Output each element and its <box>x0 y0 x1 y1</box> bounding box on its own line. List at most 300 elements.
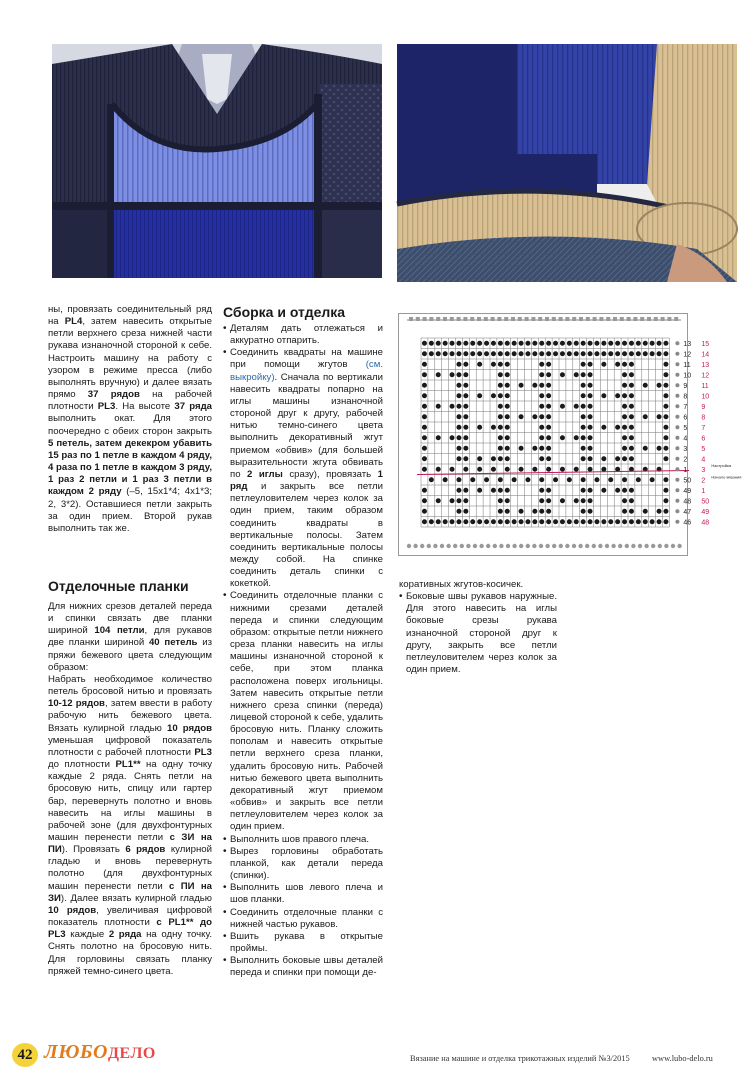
logo-part-2: ДЕЛО <box>108 1045 156 1062</box>
chart-stitch-dot <box>505 509 510 514</box>
chart-stitch-dot <box>581 425 586 430</box>
text-span: уменьшая цифровой показатель плотности с рабочей плотности <box>48 734 212 758</box>
chart-bottom-rail-dot <box>473 544 477 548</box>
chart-stitch-dot <box>436 519 441 524</box>
chart-stitch-dot <box>622 456 627 461</box>
chart-stitch-dot <box>456 383 461 388</box>
chart-stitch-dot <box>546 425 551 430</box>
chart-stitch-dot <box>505 341 510 346</box>
chart-row-number-right: 6 <box>701 435 706 443</box>
chart-stitch-dot <box>622 509 627 514</box>
chart-side-marker <box>675 478 679 482</box>
chart-stitch-dot <box>456 519 461 524</box>
chart-stitch-dot <box>581 372 586 377</box>
chart-stitch-dot <box>588 414 593 419</box>
chart-stitch-dot <box>436 404 441 409</box>
chart-bottom-rail-dot <box>512 544 516 548</box>
chart-row-number-left: 5 <box>683 425 688 432</box>
chart-stitch-dot <box>636 341 641 346</box>
bold-span: PL4 <box>64 316 83 328</box>
chart-row-number-left: 50 <box>683 477 692 485</box>
chart-stitch-dot <box>463 498 468 503</box>
chart-stitch-dot <box>498 435 503 440</box>
chart-stitch-dot <box>463 372 468 377</box>
chart-bottom-rail-dot <box>446 544 450 548</box>
chart-stitch-dot <box>477 351 482 356</box>
chart-stitch-dot <box>546 351 551 356</box>
chart-side-marker <box>675 436 679 440</box>
chart-row-number-right: 49 <box>701 509 710 516</box>
chart-stitch-dot <box>463 435 468 440</box>
chart-stitch-dot <box>601 351 606 356</box>
chart-stitch-dot <box>601 467 606 472</box>
chart-rail-tick <box>511 317 515 321</box>
chart-side-marker <box>675 457 679 461</box>
bold-span: 2 ряда <box>108 929 142 941</box>
chart-row-number-right: 1 <box>701 488 706 495</box>
chart-stitch-dot <box>512 477 517 482</box>
chart-row-number-right: 5 <box>701 446 706 453</box>
chart-stitch-dot <box>539 498 544 503</box>
chart-stitch-dot <box>512 519 517 524</box>
chart-stitch-dot <box>450 372 455 377</box>
chart-rail-tick <box>491 317 495 321</box>
chart-stitch-dot <box>601 362 606 367</box>
chart-stitch-dot <box>622 477 627 482</box>
text-span: . Сначала по вертикали навесить квадраты попарно на иглы машины изнаночной стороной друг к другу, рабочей нитью темно-синего цвета выполнить декоративный жгут приемом «обвив» (для большей выразительности жгута обвивать по <box>230 371 383 480</box>
chart-stitch-dot <box>622 488 627 493</box>
chart-stitch-dot <box>588 488 593 493</box>
chart-stitch-dot <box>498 509 503 514</box>
text-span: до плотности <box>48 759 116 771</box>
text-span: кулирной гладью и вновь перевернуть полотно (для двухфонтурных машин перенести петли <box>48 844 212 892</box>
chart-stitch-dot <box>477 488 482 493</box>
chart-stitch-dot <box>436 498 441 503</box>
chart-stitch-dot <box>546 509 551 514</box>
chart-stitch-dot <box>505 488 510 493</box>
chart-stitch-dot <box>629 488 634 493</box>
chart-stitch-dot <box>636 519 641 524</box>
chart-stitch-dot <box>477 425 482 430</box>
chart-side-marker <box>675 425 679 429</box>
bold-span: 37 рядов <box>87 389 140 401</box>
bands-intro-paragraph <box>48 601 212 674</box>
chart-stitch-dot <box>629 393 634 398</box>
sweater-yoke-illustration <box>52 44 382 278</box>
chart-row-number-right: 15 <box>701 341 710 348</box>
chart-stitch-dot <box>594 519 599 524</box>
assembly-heading: Сборка и отделка <box>223 304 346 320</box>
chart-stitch-dot <box>581 362 586 367</box>
chart-stitch-dot <box>532 414 537 419</box>
chart-rail-tick <box>436 317 440 321</box>
chart-stitch-dot <box>663 446 668 451</box>
text-span: Для нижних срезов деталей переда и спинки связать две планки шириной <box>48 601 212 637</box>
text-span: на рабочей плотности <box>48 389 212 413</box>
chart-stitch-dot <box>456 362 461 367</box>
chart-stitch-dot <box>622 425 627 430</box>
chart-stitch-dot <box>519 414 524 419</box>
chart-stitch-dot <box>463 393 468 398</box>
chart-stitch-dot <box>615 425 620 430</box>
chart-bottom-rail-dot <box>559 544 563 548</box>
chart-rail-tick <box>531 317 535 321</box>
chart-row-number-left: 2 <box>683 456 688 464</box>
text-span: из пряжи бежевого цвета следующим образом: <box>48 637 212 673</box>
chart-stitch-dot <box>574 498 579 503</box>
chart-rail-tick <box>450 317 454 321</box>
chart-bottom-rail-dot <box>611 544 615 548</box>
chart-row-number-right: 12 <box>701 372 710 380</box>
bold-span: 40 петель <box>148 637 198 649</box>
chart-stitch-dot <box>643 414 648 419</box>
chart-stitch-dot <box>477 519 482 524</box>
chart-stitch-dot <box>429 341 434 346</box>
chart-stitch-dot <box>594 341 599 346</box>
chart-bottom-rail-dot <box>479 544 483 548</box>
column-1-bands <box>48 601 212 978</box>
chart-stitch-dot <box>588 509 593 514</box>
chart-stitch-dot <box>505 425 510 430</box>
chart-stitch-dot <box>615 467 620 472</box>
chart-stitch-dot <box>581 383 586 388</box>
chart-rail-tick <box>606 317 610 321</box>
chart-rail-tick <box>504 317 508 321</box>
magazine-logo <box>44 1041 156 1064</box>
chart-stitch-dot <box>532 509 537 514</box>
assembly-step-5: • Вырез горловины обработать планкой, как детали переда (спинки). <box>223 846 383 882</box>
chart-rail-tick <box>429 317 433 321</box>
chart-side-marker <box>675 373 679 377</box>
chart-stitch-dot <box>581 404 586 409</box>
chart-stitch-dot <box>574 435 579 440</box>
chart-stitch-dot <box>463 404 468 409</box>
chart-stitch-dot <box>574 404 579 409</box>
chart-stitch-dot <box>581 519 586 524</box>
text-span: , увеличивая цифровой показатель плотности <box>48 904 212 929</box>
chart-stitch-dot <box>629 425 634 430</box>
text-span: выполнить окат. Для этого поочередно с обеих сторон закрыть <box>48 413 212 437</box>
chart-stitch-dot <box>567 341 572 346</box>
chart-stitch-dot <box>567 519 572 524</box>
chart-stitch-dot <box>622 393 627 398</box>
chart-stitch-dot <box>588 456 593 461</box>
chart-stitch-dot <box>498 404 503 409</box>
chart-rail-tick <box>443 317 447 321</box>
chart-row-number-right: 11 <box>701 383 709 390</box>
chart-rail-tick <box>559 317 563 321</box>
chart-stitch-dot <box>588 404 593 409</box>
chart-stitch-dot <box>450 519 455 524</box>
chart-stitch-dot <box>505 383 510 388</box>
chart-stitch-dot <box>505 414 510 419</box>
chart-side-marker <box>675 404 679 408</box>
chart-stitch-dot <box>429 477 434 482</box>
chart-stitch-dot <box>608 341 613 346</box>
chart-stitch-dot <box>477 393 482 398</box>
chart-stitch-dot <box>484 477 489 482</box>
chart-stitch-dot <box>505 456 510 461</box>
chart-stitch-dot <box>463 509 468 514</box>
chart-stitch-dot <box>519 467 524 472</box>
chart-bottom-rail-dot <box>466 544 470 548</box>
chart-stitch-dot <box>422 519 427 524</box>
chart-stitch-dot <box>491 456 496 461</box>
chart-stitch-dot <box>422 435 427 440</box>
chart-stitch-dot <box>539 488 544 493</box>
chart-bottom-rail-dot <box>407 544 411 548</box>
chart-stitch-dot <box>519 519 524 524</box>
assembly-step-10: • Боковые швы рукавов наружные. Для этого навесить на иглы боковые срезы рукава изнаночной стороной друг к другу, закрыть все петли петлеуловителем через колок за один прием. <box>399 591 557 676</box>
stitch-pattern-chart <box>398 313 742 556</box>
chart-rail-tick <box>470 317 474 321</box>
chart-stitch-dot <box>498 372 503 377</box>
chart-row-number-right: 10 <box>701 393 710 401</box>
chart-stitch-dot <box>663 509 668 514</box>
chart-rail-tick <box>497 317 501 321</box>
chart-stitch-dot <box>546 393 551 398</box>
chart-stitch-dot <box>498 456 503 461</box>
chart-bottom-rail-dot <box>552 544 556 548</box>
chart-stitch-dot <box>643 519 648 524</box>
chart-stitch-dot <box>470 519 475 524</box>
chart-stitch-dot <box>539 362 544 367</box>
chart-stitch-dot <box>663 456 668 461</box>
chart-stitch-dot <box>608 477 613 482</box>
text-span: ). Далее вязать кулирной гладью <box>60 892 212 904</box>
chart-stitch-dot <box>532 467 537 472</box>
chart-stitch-dot <box>456 393 461 398</box>
chart-stitch-dot <box>663 435 668 440</box>
chart-stitch-dot <box>657 341 662 346</box>
chart-stitch-dot <box>657 414 662 419</box>
chart-stitch-dot <box>505 372 510 377</box>
chart-stitch-dot <box>546 446 551 451</box>
chart-side-marker <box>675 467 679 471</box>
chart-rail-tick <box>674 317 678 321</box>
chart-stitch-dot <box>456 351 461 356</box>
chart-stitch-dot <box>663 519 668 524</box>
chart-stitch-dot <box>629 362 634 367</box>
chart-side-marker <box>675 488 679 492</box>
text-span: сразу), провязать <box>282 468 378 480</box>
chart-bottom-rail-dot <box>427 544 431 548</box>
chart-stitch-dot <box>532 351 537 356</box>
chart-stitch-dot <box>443 519 448 524</box>
chart-stitch-dot <box>498 341 503 346</box>
chart-bottom-rail-dot <box>539 544 543 548</box>
chart-row-number-left: 48 <box>683 498 692 506</box>
chart-stitch-dot <box>463 414 468 419</box>
chart-bottom-rail-dot <box>565 544 569 548</box>
text-span: , затем ввести в работу рабочую нить бежевого цвета. Вязать кулирной гладью <box>48 698 212 734</box>
chart-stitch-dot <box>519 509 524 514</box>
chart-stitch-dot <box>422 404 427 409</box>
chart-stitch-dot <box>546 498 551 503</box>
chart-stitch-dot <box>560 372 565 377</box>
chart-stitch-dot <box>505 519 510 524</box>
chart-stitch-dot <box>422 372 427 377</box>
chart-bottom-rail-dot <box>664 544 668 548</box>
chart-stitch-dot <box>422 362 427 367</box>
chart-stitch-dot <box>539 456 544 461</box>
chart-stitch-dot <box>498 446 503 451</box>
chart-annotation-setup: Настройка <box>711 463 732 468</box>
chart-row-number-left: 9 <box>683 383 688 390</box>
chart-stitch-dot <box>567 477 572 482</box>
chart-rail-tick <box>599 317 603 321</box>
chart-stitch-dot <box>546 372 551 377</box>
chart-side-marker <box>675 352 679 356</box>
chart-stitch-dot <box>450 351 455 356</box>
chart-stitch-dot <box>505 435 510 440</box>
logo-part-1: ЛЮБО <box>44 1041 108 1063</box>
chart-stitch-dot <box>657 509 662 514</box>
bold-span: 104 петли <box>94 625 145 637</box>
chart-stitch-dot <box>608 519 613 524</box>
chart-stitch-dot <box>450 404 455 409</box>
chart-rail-tick <box>647 317 651 321</box>
chart-stitch-dot <box>484 519 489 524</box>
chart-stitch-dot <box>601 456 606 461</box>
chart-stitch-dot <box>422 498 427 503</box>
chart-stitch-dot <box>539 372 544 377</box>
sweater-yoke-photo <box>52 44 382 278</box>
chart-rail-tick <box>477 317 481 321</box>
chart-stitch-dot <box>643 383 648 388</box>
chart-stitch-dot <box>539 414 544 419</box>
chart-stitch-dot <box>519 446 524 451</box>
chart-side-marker <box>675 446 679 450</box>
chart-stitch-dot <box>581 446 586 451</box>
chart-stitch-dot <box>657 351 662 356</box>
chart-stitch-dot <box>470 477 475 482</box>
chart-rail-tick <box>423 317 427 321</box>
assembly-step-8: • Вшить рукава в открытые проймы. <box>223 931 383 955</box>
chart-stitch-dot <box>574 467 579 472</box>
chart-stitch-dot <box>588 393 593 398</box>
chart-stitch-dot <box>643 509 648 514</box>
chart-stitch-dot <box>519 341 524 346</box>
chart-stitch-dot <box>546 414 551 419</box>
chart-stitch-dot <box>560 498 565 503</box>
chart-stitch-dot <box>450 498 455 503</box>
chart-stitch-dot <box>505 446 510 451</box>
column-1 <box>48 304 212 535</box>
chart-side-marker <box>675 383 679 387</box>
chart-stitch-dot <box>663 393 668 398</box>
chart-stitch-dot <box>498 414 503 419</box>
chart-side-marker <box>675 394 679 398</box>
chart-bottom-rail-dot <box>532 544 536 548</box>
chart-row-number-right: 7 <box>701 425 706 432</box>
text-span: и закрыть все петли петлеуловителем через колок за один прием, таким образом соединить квадраты в вертикальные полосы. Затем соединить вертикальные полосы между собой. На спинке соединить деталь спинки с кокеткой. <box>230 481 383 590</box>
chart-stitch-dot <box>539 477 544 482</box>
chart-stitch-dot <box>491 425 496 430</box>
chart-stitch-dot <box>477 456 482 461</box>
chart-stitch-dot <box>443 341 448 346</box>
chart-stitch-dot <box>436 351 441 356</box>
chart-stitch-dot <box>463 351 468 356</box>
chart-stitch-dot <box>505 404 510 409</box>
chart-stitch-dot <box>422 488 427 493</box>
chart-stitch-dot <box>588 341 593 346</box>
chart-stitch-dot <box>456 498 461 503</box>
bold-span: PL1** <box>115 759 141 771</box>
chart-stitch-dot <box>663 498 668 503</box>
chart-stitch-dot <box>629 383 634 388</box>
chart-stitch-dot <box>588 435 593 440</box>
chart-row-number-left: 3 <box>683 446 688 453</box>
chart-rail-tick <box>457 317 461 321</box>
chart-stitch-dot <box>456 456 461 461</box>
chart-stitch-dot <box>663 383 668 388</box>
chart-rail-tick <box>633 317 637 321</box>
chart-side-marker <box>675 362 679 366</box>
chart-stitch-dot <box>650 519 655 524</box>
chart-stitch-dot <box>463 383 468 388</box>
chart-stitch-dot <box>657 383 662 388</box>
chart-stitch-dot <box>553 519 558 524</box>
chart-stitch-dot <box>436 372 441 377</box>
chart-stitch-dot <box>450 341 455 346</box>
chart-stitch-dot <box>498 477 503 482</box>
chart-stitch-dot <box>594 351 599 356</box>
chart-stitch-dot <box>546 456 551 461</box>
bold-span: 5 петель, затем декекром убавить 15 раз по 1 петле в каждом 4 ряду, 4 раза по 1 петле в каждом 3 ряду, 1 раз 2 петли и 1 раз 3 петли в каждом 2 ряду <box>48 437 212 498</box>
chart-stitch-dot <box>519 351 524 356</box>
chart-stitch-dot <box>484 341 489 346</box>
chart-stitch-dot <box>663 425 668 430</box>
chart-stitch-dot <box>463 362 468 367</box>
chart-stitch-dot <box>581 393 586 398</box>
chart-stitch-dot <box>429 519 434 524</box>
chart-stitch-dot <box>581 351 586 356</box>
chart-stitch-dot <box>581 498 586 503</box>
chart-stitch-dot <box>429 351 434 356</box>
chart-row-number-left: 8 <box>683 393 688 401</box>
chart-stitch-dot <box>601 425 606 430</box>
page-number-badge: 42 <box>12 1043 38 1067</box>
chart-stitch-dot <box>456 414 461 419</box>
chart-stitch-dot <box>622 383 627 388</box>
chart-stitch-dot <box>650 477 655 482</box>
bold-span: с ПИ на ЗИ <box>48 880 212 904</box>
chart-stitch-dot <box>491 488 496 493</box>
chart-row-number-left: 11 <box>683 362 691 369</box>
chart-stitch-dot <box>615 362 620 367</box>
chart-stitch-dot <box>491 519 496 524</box>
sleeve-cap-paragraph <box>48 304 212 535</box>
chart-bottom-rail-dot <box>618 544 622 548</box>
chart-stitch-dot <box>615 456 620 461</box>
chart-bottom-rail-dot <box>460 544 464 548</box>
chart-stitch-dot <box>532 446 537 451</box>
chart-stitch-dot <box>463 446 468 451</box>
chart-stitch-dot <box>546 467 551 472</box>
chart-stitch-dot <box>422 341 427 346</box>
chart-stitch-dot <box>629 498 634 503</box>
stitch-chart-svg <box>399 314 742 557</box>
bold-span: PL3 <box>194 746 212 758</box>
chart-row-number-right: 13 <box>701 362 710 369</box>
chart-bottom-rail-dot <box>493 544 497 548</box>
chart-stitch-dot <box>422 509 427 514</box>
column-3 <box>399 579 557 676</box>
text-span: ). Провязать <box>61 844 126 856</box>
chart-stitch-dot <box>622 498 627 503</box>
bold-span: 6 рядов <box>125 844 166 856</box>
